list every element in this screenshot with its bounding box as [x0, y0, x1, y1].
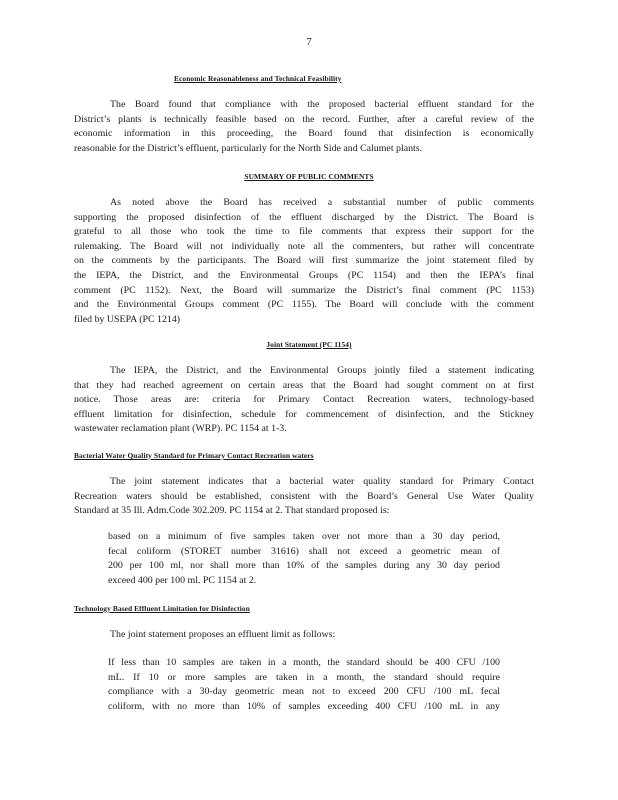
text-line: supporting the proposed disinfection of the effluent discharged by the District. The Board is	[74, 211, 534, 223]
paragraph-economic	[74, 98, 534, 156]
quote-line: fecal coliform (STORET number 31616) shall not exceed a geometric mean of	[108, 545, 500, 557]
text-line: Standard at 35 Ill. Adm.Code 302.209. PC 1154 at 2. That standard proposed is:	[74, 505, 390, 517]
paragraph-bacterial	[74, 475, 534, 519]
text-line: rulemaking. The Board will not individually note all the commenters, but rather will concentrate	[74, 240, 534, 252]
text-line: reasonable for the District’s effluent, particularly for the North Side and Calumet plants.	[74, 142, 423, 154]
block-quote-bacterial-standard	[108, 530, 500, 588]
quote-line: If less than 10 samples are taken in a month, the standard should be 400 CFU /100	[108, 657, 500, 668]
text-line: As noted above the Board has received a substantial number of public comments	[110, 197, 534, 208]
quote-line: coliform, with no more than 10% of samples exceeding 400 CFU /100 mL in any	[108, 700, 500, 712]
text-line: comment (PC 1152). Next, the Board will summarize the District’s final comment (PC 1153)	[74, 284, 534, 296]
section-heading-summary: SUMMARY OF PUBLIC COMMENTS	[244, 172, 374, 181]
text-line: grateful to all those who took the time to file comments that express their support for the	[74, 226, 534, 238]
section-heading-joint-statement: Joint Statement (PC 1154)	[266, 340, 352, 349]
text-line: economic information in this proceeding, the Board found that disinfection is economically	[74, 128, 534, 140]
paragraph-joint-statement	[74, 364, 534, 437]
text-line: The joint statement indicates that a bacterial water quality standard for Primary Contact	[110, 476, 534, 487]
quote-line: based on a minimum of five samples taken over not more than a 30 day period,	[108, 531, 500, 542]
text-line: filed by USEPA (PC 1214)	[74, 313, 181, 325]
text-line: Recreation waters should be established, consistent with the Board’s General Use Water Quality	[74, 490, 534, 502]
text-line: on the comments by the participants. The Board will first summarize the joint statement filed by	[74, 255, 534, 267]
block-quote-effluent-limit	[108, 656, 500, 714]
quote-line: exceed 400 per 100 ml. PC 1154 at 2.	[108, 574, 257, 586]
quote-line: mL. If 10 or more samples are taken in a month, the standard should require	[108, 671, 500, 683]
text-line: and the Environmental Groups comment (PC 1155). The Board will conclude with the comment	[74, 299, 534, 311]
text-line: that they had reached agreement on certain areas that the Board had sought comment on at first	[74, 379, 534, 391]
section-heading-bacterial: Bacterial Water Quality Standard for Primary Contact Recreation waters	[74, 451, 314, 460]
text-line: The Board found that compliance with the proposed bacterial effluent standard for the	[110, 99, 534, 110]
paragraph-summary	[74, 196, 534, 327]
quote-line: compliance with a 30-day geometric mean not to exceed 200 CFU /100 mL fecal	[108, 686, 500, 698]
text-line: effluent limitation for disinfection, schedule for commencement of disinfection, and the Stickney	[74, 408, 534, 420]
text-line: The joint statement proposes an effluent limit as follows:	[110, 629, 336, 640]
quote-line: 200 per 100 ml, nor shall more than 10% of the samples during any 30 day period	[108, 560, 500, 572]
text-line: The IEPA, the District, and the Environmental Groups jointly filed a statement indicating	[110, 365, 534, 376]
text-line: the IEPA, the District, and the Environmental Groups (PC 1154) and then the IEPA’s final	[74, 269, 534, 281]
text-line: District’s plants is technically feasible based on the record. Further, after a careful review of the	[74, 113, 534, 125]
page-number: 7	[306, 36, 312, 48]
section-heading-technology: Technology Based Effluent Limitation for Disinfection	[74, 604, 250, 613]
text-line: notice. Those areas are: criteria for Primary Contact Recreation waters, technology-based	[74, 394, 534, 406]
paragraph-technology	[74, 628, 534, 643]
text-line: wastewater reclamation plant (WRP). PC 1154 at 1-3.	[74, 423, 287, 435]
section-heading-economic: Economic Reasonableness and Technical Feasibility	[174, 74, 342, 83]
